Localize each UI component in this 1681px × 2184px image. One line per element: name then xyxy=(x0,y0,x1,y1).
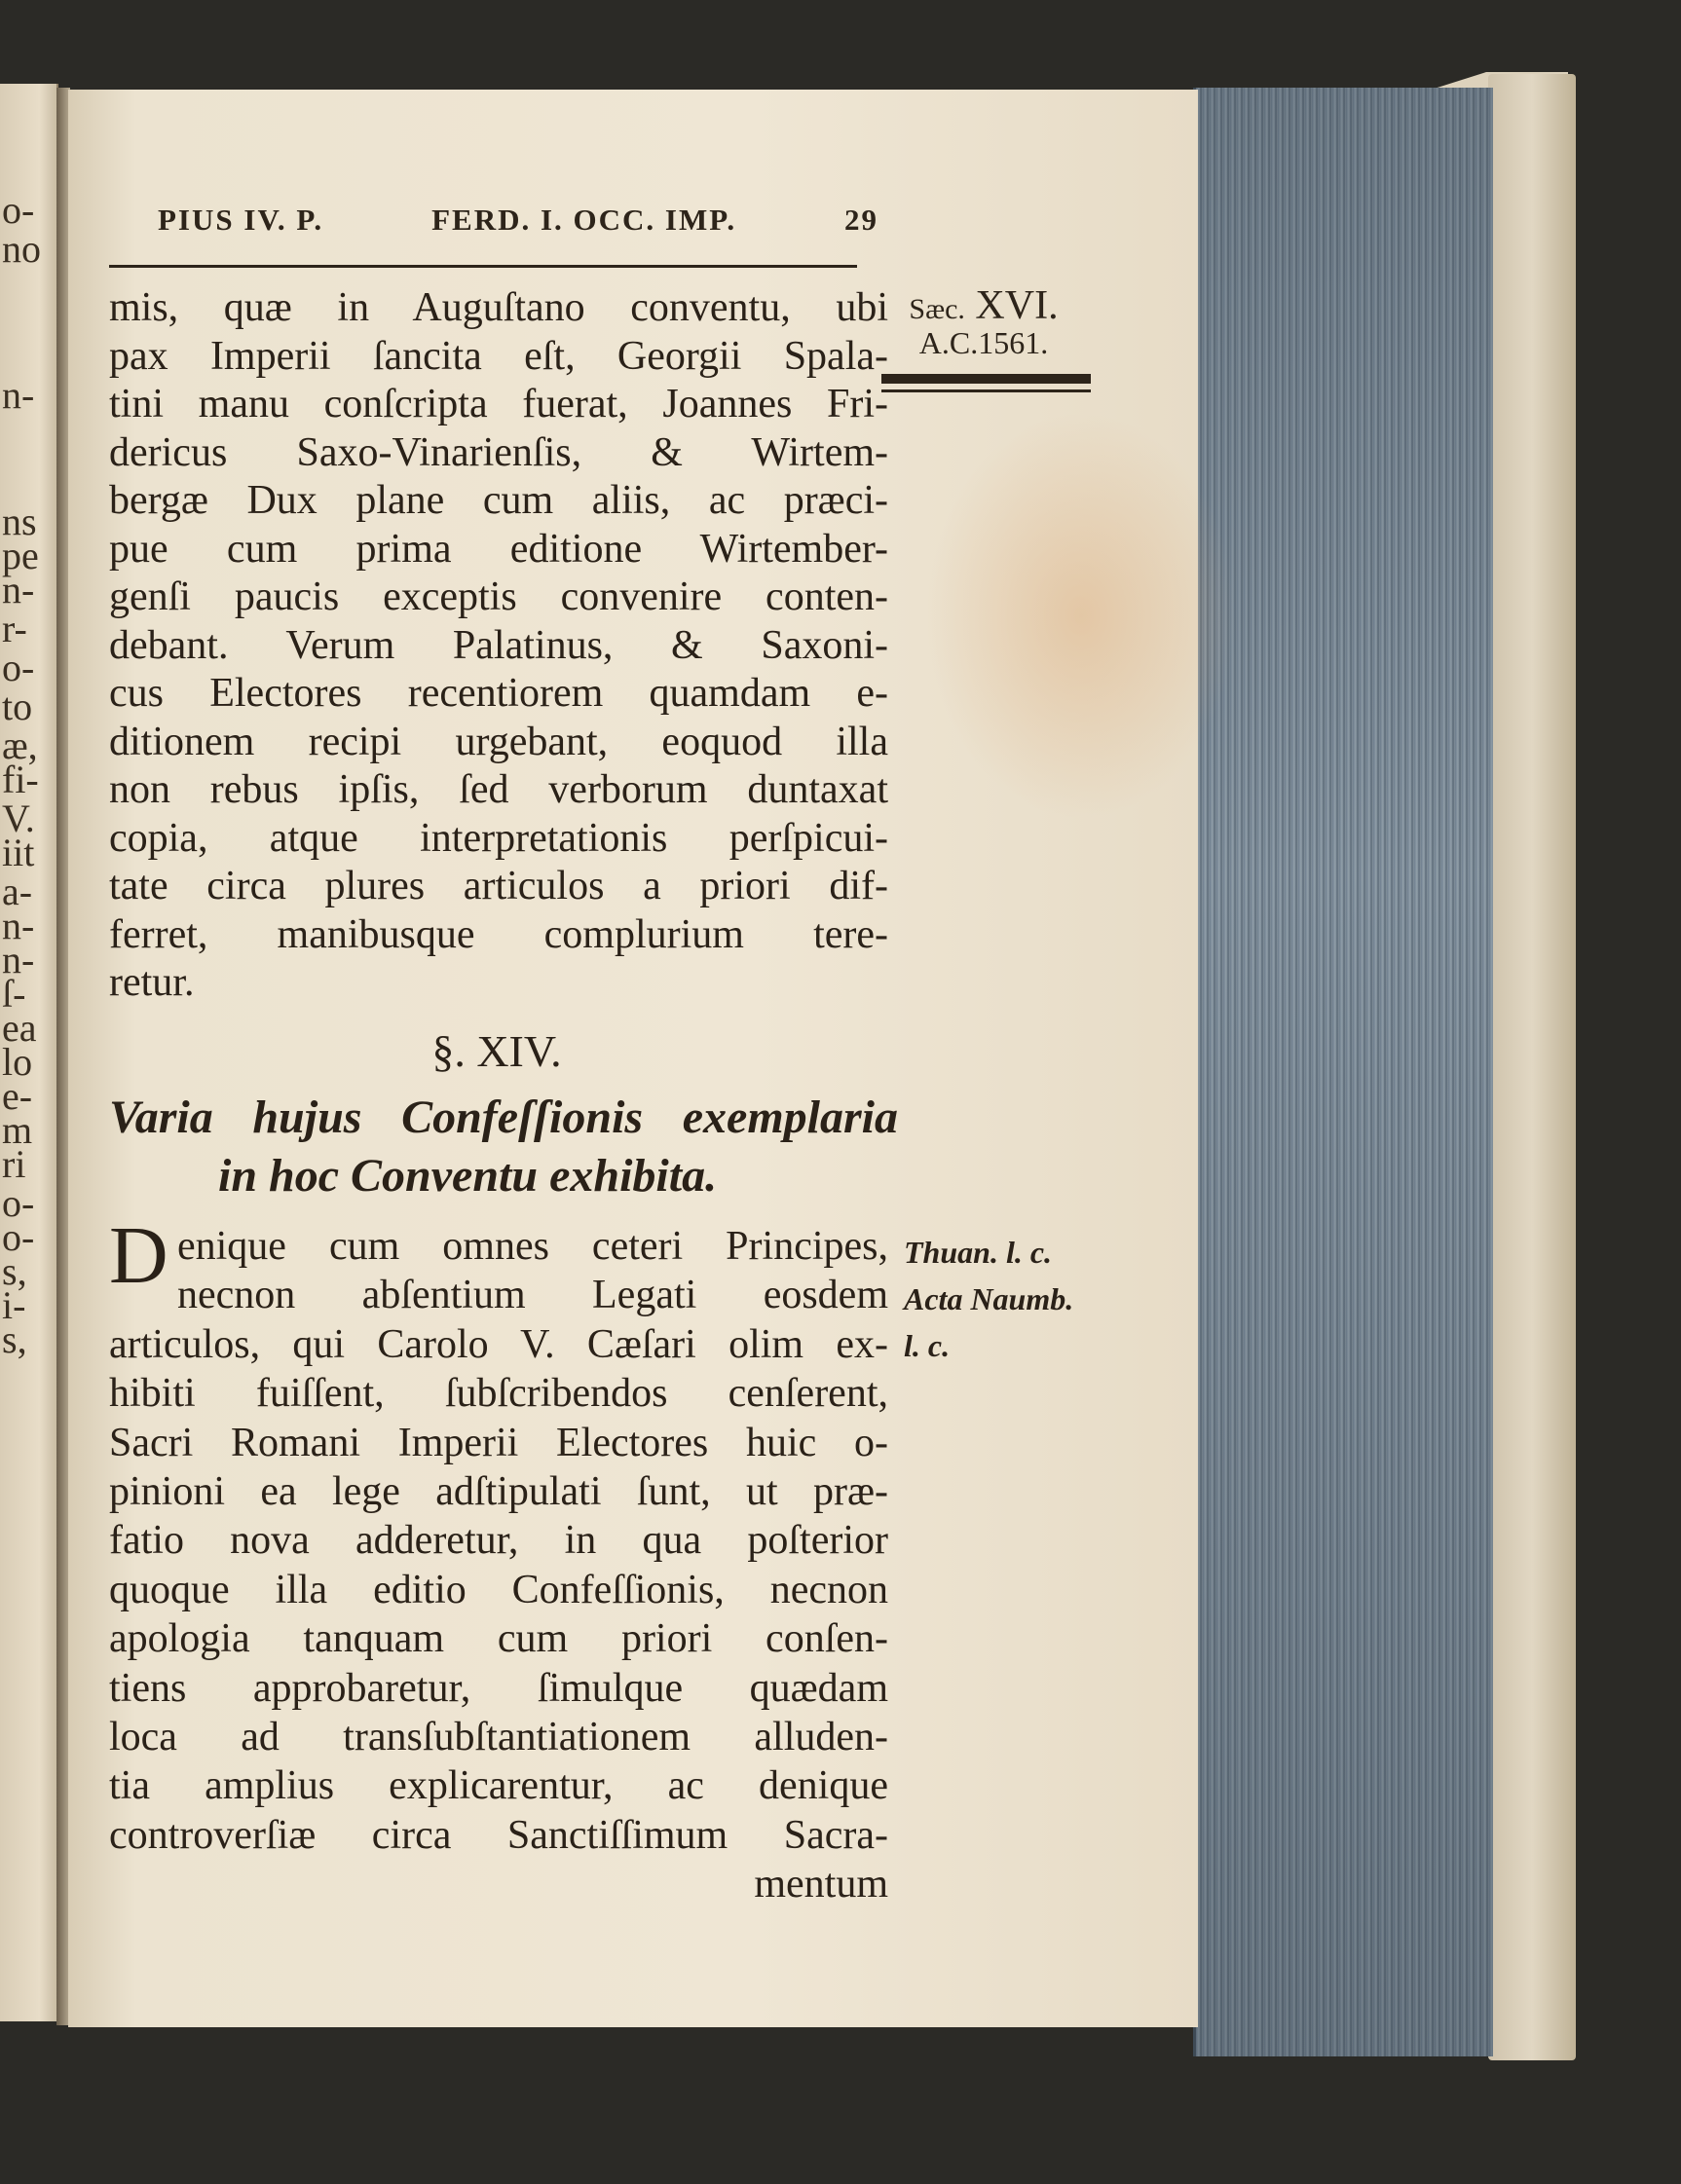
text-line: cus Electores recentiorem quamdam e- xyxy=(109,671,888,716)
left-page-fragment: iit xyxy=(2,831,35,874)
text-line: necnon abſentium Legati eosdem xyxy=(177,1273,888,1318)
text-line: mentum xyxy=(754,1862,888,1907)
text-line: tini manu conſcripta fuerat, Joannes Fri- xyxy=(109,382,888,426)
section-title-line-2: in hoc Conventu exhibita. xyxy=(218,1150,718,1202)
text-line: loca ad transſubſtantiationem alluden- xyxy=(109,1715,888,1760)
text-line: tiens approbaretur, ſimulque quædam xyxy=(109,1665,888,1711)
left-page-fragment: n- xyxy=(2,568,35,611)
left-page-fragment: s, xyxy=(2,1249,27,1293)
running-head-left: PIUS IV. P. xyxy=(158,203,324,237)
left-page-fragment: ea xyxy=(2,1006,37,1050)
running-head xyxy=(158,203,878,238)
text-line: ferret, manibusque complurium tere- xyxy=(109,911,888,957)
text-line: tia amplius explicarentur, ac denique xyxy=(109,1763,888,1809)
margin-reference: l. c. xyxy=(904,1328,951,1363)
margin-rule-thick xyxy=(881,374,1091,384)
text-line: pue cum prima editione Wirtember- xyxy=(109,526,888,572)
left-page-fragment: ri xyxy=(2,1142,26,1186)
left-page-fragment: i- xyxy=(2,1283,26,1327)
margin-rule-thin xyxy=(881,389,1091,392)
margin-note-year: A.C.1561. xyxy=(918,325,1049,361)
left-page-fragment: e- xyxy=(2,1074,33,1118)
section-title xyxy=(109,1089,898,1205)
margin-references xyxy=(904,1229,1118,1369)
left-page-fragment: o- xyxy=(2,646,35,689)
page-edges xyxy=(1193,88,1493,2056)
text-line: non rebus ipſis, ſed verborum duntaxat xyxy=(109,767,888,812)
left-page-fragment: n- xyxy=(2,373,35,417)
left-page-fragment: r- xyxy=(2,607,27,650)
margin-reference: Thuan. l. c. xyxy=(904,1235,1053,1270)
text-line: ditionem recipi urgebant, eoquod illa xyxy=(109,719,888,764)
text-line: quoque illa editio Confeſſionis, necnon xyxy=(109,1567,888,1612)
left-page-fragment: n- xyxy=(2,938,35,981)
section-number: §. XIV. xyxy=(431,1026,562,1076)
previous-page-edge xyxy=(0,84,58,2021)
text-line: Sacri Romani Imperii Electores huic o- xyxy=(109,1420,888,1465)
paragraph-1 xyxy=(109,284,888,1008)
text-line: pax Imperii ſancita eſt, Georgii Spala- xyxy=(109,333,888,379)
left-page-fragment: o- xyxy=(2,188,35,232)
left-page-fragment: m xyxy=(2,1108,33,1152)
text-line: articulos, qui Carolo V. Cæſari olim ex- xyxy=(109,1321,888,1367)
left-page-fragment: o- xyxy=(2,1181,35,1225)
header-rule xyxy=(109,265,857,268)
margin-reference: Acta Naumb. xyxy=(904,1281,1074,1316)
running-head-center: FERD. I. OCC. IMP. xyxy=(431,203,737,237)
left-page-fragment: pe xyxy=(2,534,39,577)
text-line: copia, atque interpretationis perſpicui- xyxy=(109,815,888,861)
text-line: bergæ Dux plane cum aliis, ac præci- xyxy=(109,478,888,523)
text-line: tate circa plures articulos a priori dif- xyxy=(109,864,888,908)
text-line: genſi paucis exceptis convenire conten- xyxy=(109,574,888,619)
left-page-fragment: n- xyxy=(2,904,35,947)
left-page-fragment: æ, xyxy=(2,723,38,767)
book-cover xyxy=(1488,74,1576,2060)
margin-note-saec: Sæc. xyxy=(909,293,965,325)
text-line: pinioni ea lege adſtipulati ſunt, ut præ- xyxy=(109,1469,888,1515)
left-page-fragment: o- xyxy=(2,1215,35,1259)
text-line: apologia tanquam cum priori conſen- xyxy=(109,1616,888,1662)
section-title-line-1: Varia hujus Confeſſionis exemplaria xyxy=(109,1092,898,1143)
water-stain xyxy=(925,411,1237,820)
left-page-fragment: fi- xyxy=(2,758,39,801)
left-page-fragment: to xyxy=(2,685,33,728)
text-line: mis, quæ in Auguſtano conventu, ubi xyxy=(109,285,888,330)
margin-note-date xyxy=(877,284,1091,360)
left-page-fragment: no xyxy=(2,227,41,271)
margin-note-century: XVI. xyxy=(975,283,1059,328)
text-line: dericus Saxo-Vinarienſis, & Wirtem- xyxy=(109,429,888,475)
text-line: fatio nova adderetur, in qua poſterior xyxy=(109,1518,888,1564)
left-page-fragment: s, xyxy=(2,1317,27,1361)
left-page-fragment: ſ- xyxy=(2,972,26,1016)
text-line: controverſiæ circa Sanctiſſimum Sacra- xyxy=(109,1812,888,1858)
left-page-fragment: V. xyxy=(2,796,35,840)
text-line: enique cum omnes ceteri Principes, xyxy=(177,1224,888,1269)
text-line: debant. Verum Palatinus, & Saxoni- xyxy=(109,622,888,668)
text-line: hibiti fuiſſent, ſubſcribendos cenſerent, xyxy=(109,1371,888,1417)
left-page-fragment: ns xyxy=(2,500,37,543)
page-number: 29 xyxy=(843,203,878,237)
left-page-fragment: lo xyxy=(2,1040,33,1084)
paragraph-2 xyxy=(109,1222,888,1909)
text-line: retur. xyxy=(109,960,195,1005)
left-page-fragment: a- xyxy=(2,870,33,913)
drop-cap: D xyxy=(109,1210,168,1301)
